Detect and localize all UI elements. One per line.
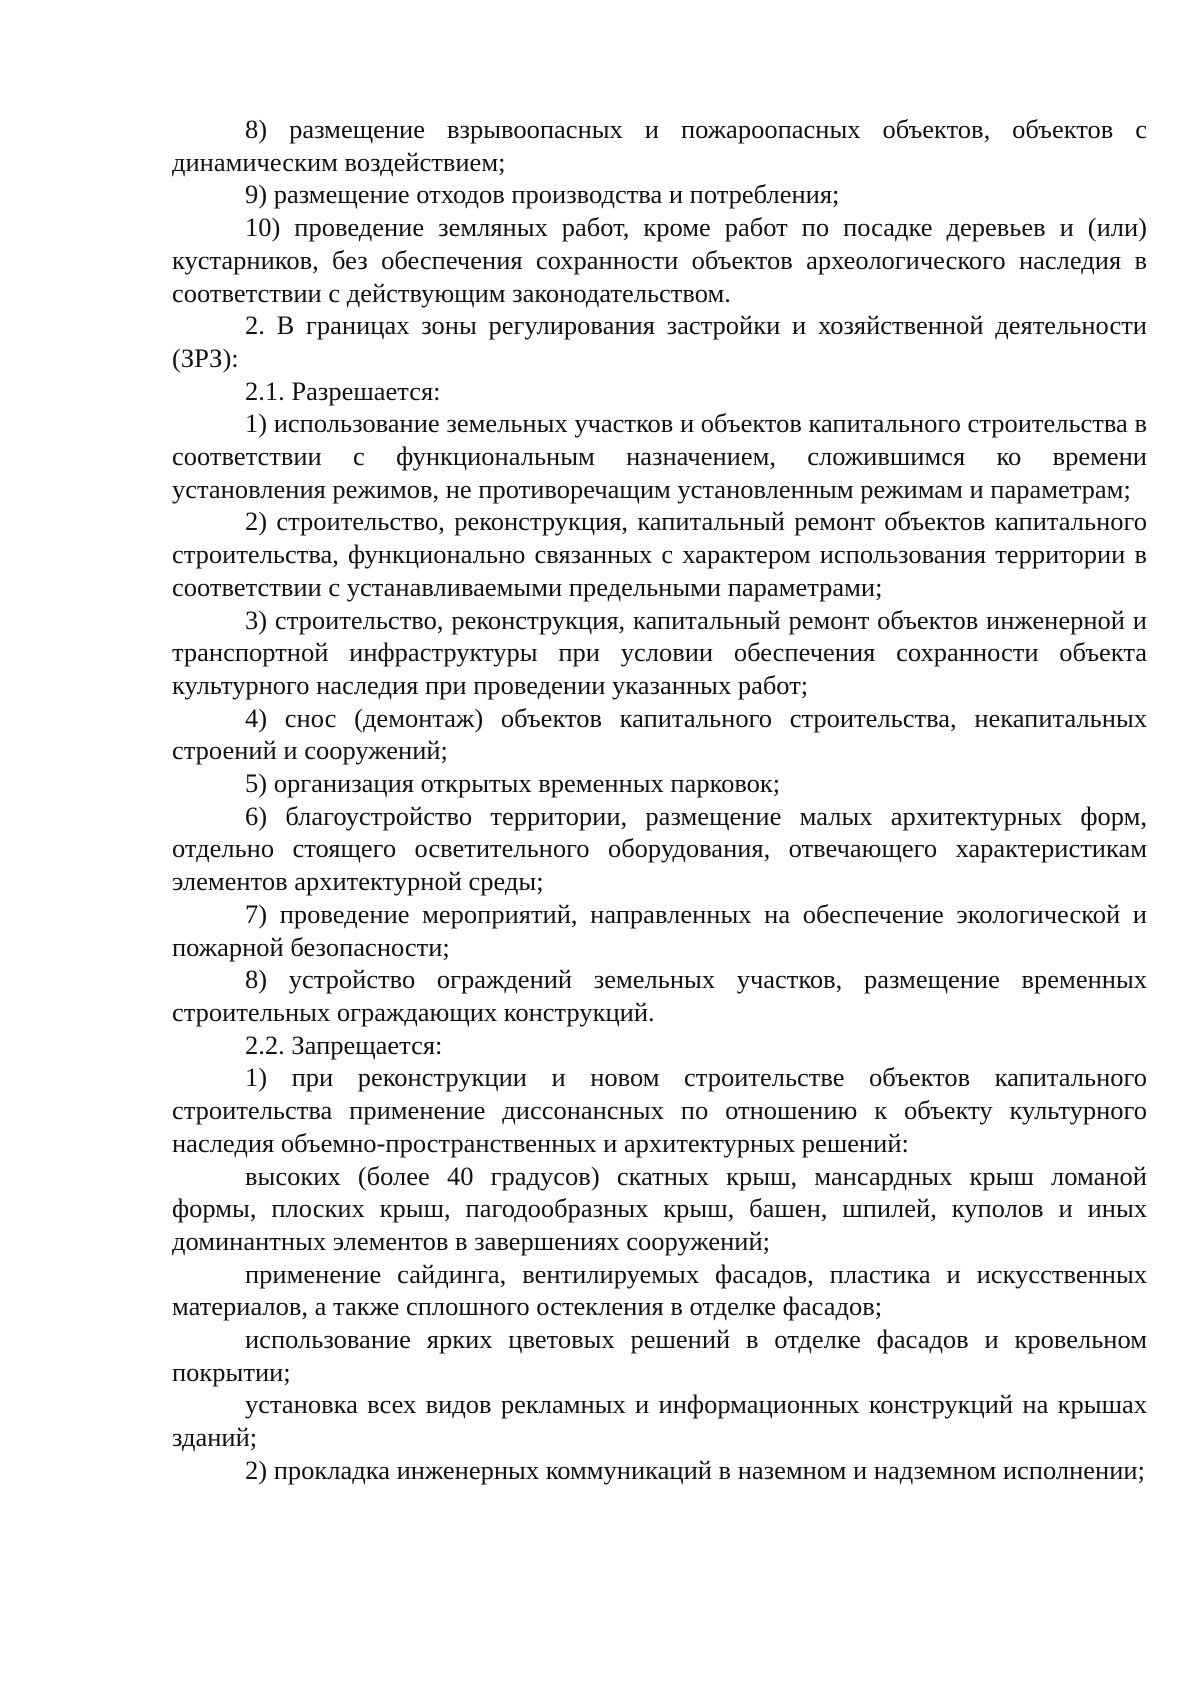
paragraph-permitted-8: 8) устройство ограждений земельных участков, размещение временных строительных ограждающих конструкций.: [172, 964, 1147, 1027]
paragraph-item-9-waste: 9) размещение отходов производства и потребления;: [245, 179, 840, 210]
paragraph-item-10-earthworks: 10) проведение земляных работ, кроме работ по посадке деревьев и (или) кустарников, без обеспечения сохранности объектов археологического наследия в соответствии с действующим законодательством.: [172, 212, 1147, 308]
paragraph-permitted-1: 1) использование земельных участков и объектов капитального строительства в соответствии с функциональным назначением, сложившимся ко времени установления режимов, не противоречащим установленным режимам и параметрам;: [172, 408, 1147, 504]
section-heading-2: 2. В границах зоны регулирования застройки и хозяйственной деятельности (ЗРЗ):: [172, 310, 1147, 373]
paragraph-permitted-6: 6) благоустройство территории, размещение малых архитектурных форм, отдельно стоящего осветительного оборудования, отвечающего характеристикам элементов архитектурной среды;: [172, 800, 1147, 897]
paragraph-prohibited-colors: использование ярких цветовых решений в отделке фасадов и кровельном покрытии;: [172, 1324, 1147, 1387]
paragraph-prohibited-advertising: установка всех видов рекламных и информационных конструкций на крышах зданий;: [172, 1389, 1147, 1453]
paragraph-permitted-4: 4) снос (демонтаж) объектов капитального строительства, некапитальных строений и сооружений;: [172, 702, 1147, 766]
paragraph-permitted-2: 2) строительство, реконструкция, капитальный ремонт объектов капитального строительства, функционально связанных с характером использования территории в соответствии с устанавливаемыми предельными параметрами;: [172, 506, 1147, 602]
paragraph-permitted-5: 5) организация открытых временных парковок;: [245, 768, 781, 799]
paragraph-prohibited-1: 1) при реконструкции и новом строительстве объектов капитального строительства применение диссонансных по отношению к объекту культурного наследия объемно-пространственных и архитектурных решений:: [172, 1062, 1147, 1158]
subsection-heading-2-1: 2.1. Разрешается:: [245, 375, 441, 406]
paragraph-permitted-7: 7) проведение мероприятий, направленных на обеспечение экологической и пожарной безопасности;: [172, 898, 1147, 962]
paragraph-prohibited-roofs: высоких (более 40 градусов) скатных крыш, мансардных крыш ломаной формы, плоских крыш, пагодообразных крыш, башен, шпилей, куполов и иных доминантных элементов в завершениях сооружений;: [172, 1160, 1147, 1256]
paragraph-prohibited-siding: применение сайдинга, вентилируемых фасадов, пластика и искусственных материалов, а также сплошного остекления в отделке фасадов;: [172, 1258, 1147, 1322]
paragraph-permitted-3: 3) строительство, реконструкция, капитальный ремонт объектов инженерной и транспортной инфраструктуры при условии обеспечения сохранности объекта культурного наследия при проведении указанных работ;: [172, 604, 1147, 700]
paragraph-item-8-hazardous: 8) размещение взрывоопасных и пожароопасных объектов, объектов с динамическим воздействием;: [172, 114, 1147, 177]
document-body: [172, 113, 1147, 1487]
subsection-heading-2-2: 2.2. Запрещается:: [245, 1029, 443, 1060]
paragraph-prohibited-2: 2) прокладка инженерных коммуникаций в наземном и надземном исполнении;: [245, 1454, 1145, 1485]
